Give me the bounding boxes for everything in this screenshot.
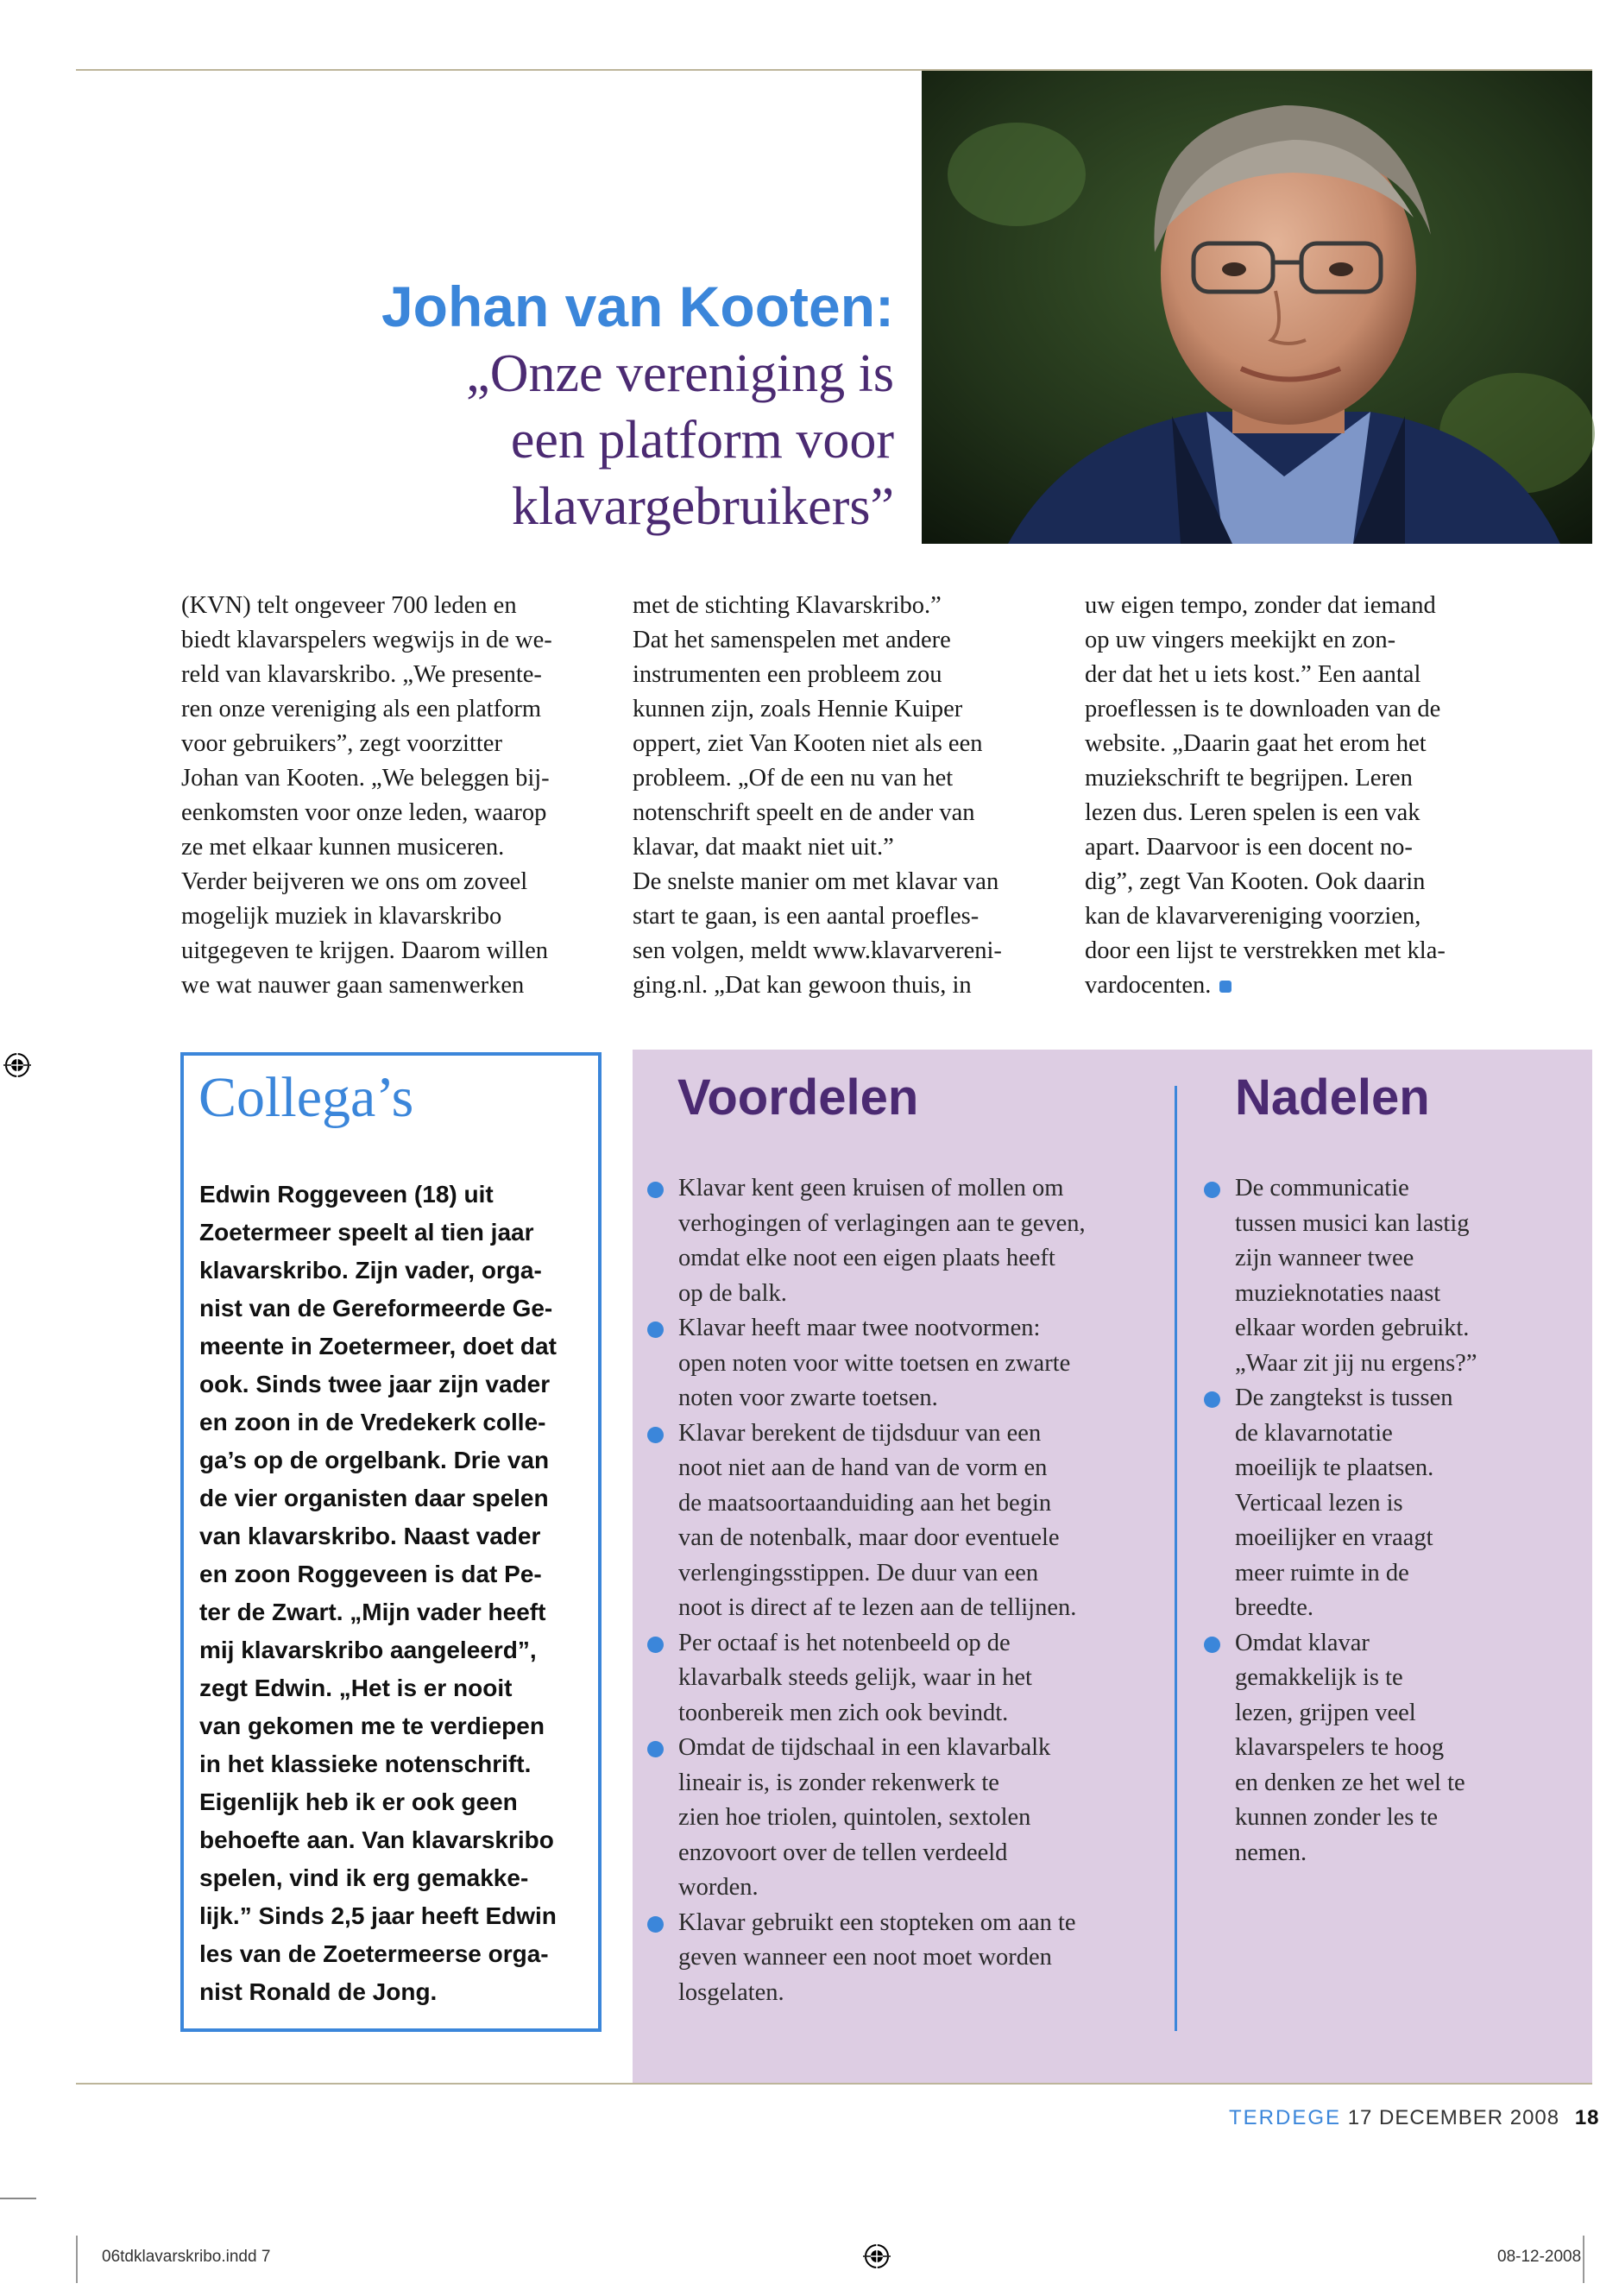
list-line: Omdat de tijdschaal in een klavarbalk (678, 1734, 1051, 1761)
list-line: zijn wanneer twee (1235, 1245, 1414, 1271)
collegas-text (199, 1176, 596, 2011)
bullet-icon (1204, 1182, 1220, 1198)
list-line: nemen. (1235, 1839, 1307, 1866)
list-line: tussen musici kan lastig (1235, 1209, 1470, 1237)
collegas-line: zegt Edwin. „Het is er nooit (199, 1675, 513, 1701)
collegas-line: ga’s op de orgelbank. Drie van (199, 1447, 550, 1473)
collegas-line: behoefte aan. Van klavarskribo (199, 1826, 554, 1853)
list-line: muzieknotaties naast (1235, 1279, 1441, 1307)
list-line: klavarspelers te hoog (1235, 1734, 1445, 1761)
list-line: zien hoe triolen, quintolen, sextolen (678, 1804, 1031, 1831)
bullet-icon (647, 1182, 664, 1198)
body-line: notenschrift speelt en de ander van (633, 799, 975, 826)
body-line: door een lijst te verstrekken met kla- (1085, 937, 1446, 964)
list-line: worden. (678, 1874, 759, 1901)
body-line: der dat het u iets kost.” Een aantal (1085, 661, 1421, 688)
collegas-line: van gekomen me te verdiepen (199, 1713, 545, 1739)
body-column-2 (633, 589, 1064, 1003)
body-line: muziekschrift te begrijpen. Leren (1085, 765, 1413, 792)
body-line: apart. Daarvoor is een docent no- (1085, 834, 1413, 861)
list-line: breedte. (1235, 1594, 1313, 1621)
page-footer (1229, 2106, 1600, 2130)
nadelen-title: Nadelen (1235, 1069, 1430, 1126)
body-line: op uw vingers meekijkt en zon- (1085, 627, 1396, 653)
collegas-line: lijk.” Sinds 2,5 jaar heeft Edwin (199, 1902, 557, 1929)
collegas-line: Edwin Roggeveen (18) uit (199, 1181, 494, 1208)
list-line: De zangtekst is tussen (1235, 1385, 1453, 1411)
list-line: Klavar gebruikt een stopteken om aan te (678, 1908, 1076, 1936)
portrait-photo (922, 71, 1592, 544)
body-line: Johan van Kooten. „We beleggen bij- (181, 765, 550, 792)
list-line: De communicatie (1235, 1175, 1409, 1202)
footer-date: 17 DECEMBER 2008 (1347, 2106, 1560, 2129)
body-line: De snelste manier om met klavar van (633, 868, 999, 895)
body-column-3 (1085, 589, 1551, 1003)
collegas-line: nist Ronald de Jong. (199, 1978, 438, 2005)
collegas-line: de vier organisten daar spelen (199, 1485, 549, 1511)
list-line: elkaar worden gebruikt. (1235, 1315, 1470, 1341)
collegas-line: Zoetermeer speelt al tien jaar (199, 1219, 534, 1246)
list-item (1235, 1171, 1580, 1381)
body-line-last (1085, 968, 1551, 1003)
list-line: Omdat klavar (1235, 1629, 1370, 1656)
registration-mark-icon (3, 1051, 31, 1079)
body-line: ging.nl. „Dat kan gewoon thuis, in (633, 972, 972, 999)
list-line: moeilijk te plaatsen. (1235, 1454, 1434, 1481)
collegas-line: meente in Zoetermeer, doet dat (199, 1333, 557, 1359)
list-line: moeilijker en vraagt (1235, 1524, 1433, 1551)
body-line: dig”, zegt Van Kooten. Ook daarin (1085, 868, 1426, 895)
title-quote-line: een platform voor (510, 411, 894, 470)
list-line: noot is direct af te lezen aan de tellijnen. (678, 1594, 1077, 1621)
collegas-line: ook. Sinds twee jaar zijn vader (199, 1371, 551, 1397)
list-item (678, 1626, 1162, 1731)
list-line: lezen, grijpen veel (1235, 1699, 1416, 1726)
footer-magazine: TERDEGE (1229, 2106, 1342, 2129)
crop-mark (76, 2236, 78, 2283)
list-line: en denken ze het wel te (1235, 1769, 1465, 1796)
bullet-icon (647, 1741, 664, 1757)
list-line: gemakkelijk is te (1235, 1664, 1403, 1691)
crop-mark (0, 2198, 36, 2199)
list-line: toonbereik men zich ook bevindt. (678, 1699, 1009, 1726)
list-item (678, 1311, 1162, 1416)
voordelen-list (678, 1171, 1162, 2010)
body-line: met de stichting Klavarskribo.” (633, 592, 942, 619)
list-line: lineair is, is zonder rekenwerk te (678, 1769, 999, 1796)
body-line: kan de klavarvereniging voorzien, (1085, 903, 1421, 930)
list-line: Klavar berekent de tijdsduur van een (678, 1419, 1042, 1447)
list-line: meer ruimte in de (1235, 1559, 1409, 1586)
body-line: eenkomsten voor onze leden, waarop (181, 799, 547, 826)
bullet-icon (647, 1427, 664, 1443)
list-item (1235, 1626, 1580, 1871)
page-number: 18 (1574, 2106, 1600, 2129)
body-line: Dat het samenspelen met andere (633, 627, 951, 653)
body-line: uw eigen tempo, zonder dat iemand (1085, 592, 1436, 619)
body-line: proeflessen is te downloaden van de (1085, 696, 1441, 722)
list-line: enzovoort over de tellen verdeeld (678, 1839, 1008, 1866)
list-line: verhogingen of verlagingen aan te geven, (678, 1209, 1086, 1237)
list-line: Klavar kent geen kruisen of mollen om (678, 1175, 1064, 1202)
article-title-name: Johan van Kooten: (381, 274, 894, 338)
registration-mark-icon (863, 2242, 891, 2270)
list-item (1235, 1381, 1580, 1626)
collegas-line: Eigenlijk heb ik er ook geen (199, 1788, 518, 1815)
list-line: klavarbalk steeds gelijk, waar in het (678, 1664, 1032, 1691)
list-line: geven wanneer een noot moet worden (678, 1944, 1052, 1971)
body-line: oppert, ziet Van Kooten niet als een (633, 730, 983, 757)
slug-filename: 06tdklavarskribo.indd 7 (102, 2248, 271, 2266)
body-line: mogelijk muziek in klavarskribo (181, 903, 502, 930)
collegas-line: in het klassieke notenschrift. (199, 1750, 532, 1777)
list-line: Verticaal lezen is (1235, 1489, 1403, 1517)
list-line: verlengingsstippen. De duur van een (678, 1559, 1039, 1586)
nadelen-list (1235, 1171, 1580, 1870)
body-column-1 (181, 589, 613, 1003)
list-line: op de balk. (678, 1279, 787, 1307)
body-line: klavar, dat maakt niet uit.” (633, 834, 894, 861)
list-line: omdat elke noot een eigen plaats heeft (678, 1245, 1055, 1271)
body-line: reld van klavarskribo. „We presente- (181, 661, 542, 688)
body-line: we wat nauwer gaan samenwerken (181, 972, 525, 999)
voordelen-title: Voordelen (677, 1069, 919, 1126)
list-item (678, 1171, 1162, 1311)
list-line: de maatsoortaanduiding aan het begin (678, 1489, 1052, 1517)
collegas-line: spelen, vind ik erg gemakke- (199, 1864, 529, 1891)
list-line: kunnen zonder les te (1235, 1804, 1439, 1831)
bullet-icon (647, 1916, 664, 1933)
body-line: uitgegeven te krijgen. Daarom willen (181, 937, 548, 964)
collegas-line: en zoon Roggeveen is dat Pe- (199, 1561, 542, 1587)
pros-cons-divider (1175, 1086, 1177, 2031)
article-title-quote (224, 341, 894, 540)
collegas-line: klavarskribo. Zijn vader, orga- (199, 1257, 542, 1284)
collegas-line: les van de Zoetermeerse orga- (199, 1940, 549, 1967)
list-line: Per octaaf is het notenbeeld op de (678, 1629, 1011, 1656)
title-quote-line: „Onze vereniging is (466, 344, 894, 403)
bullet-icon (1204, 1391, 1220, 1408)
collegas-line: mij klavarskribo aangeleerd”, (199, 1637, 537, 1663)
body-line: ren onze vereniging als een platform (181, 696, 542, 722)
body-line: Verder beijveren we ons om zoveel (181, 868, 528, 895)
list-line: Klavar heeft maar twee nootvormen: (678, 1315, 1041, 1341)
list-line: „Waar zit jij nu ergens?” (1235, 1349, 1477, 1377)
collegas-line: en zoon in de Vredekerk colle- (199, 1409, 546, 1435)
collegas-line: van klavarskribo. Naast vader (199, 1523, 541, 1549)
body-line: voor gebruikers”, zegt voorzitter (181, 730, 502, 757)
list-line: losgelaten. (678, 1978, 784, 2006)
body-line: start te gaan, is een aantal proefles- (633, 903, 980, 930)
collegas-line: ter de Zwart. „Mijn vader heeft (199, 1599, 546, 1625)
list-line: open noten voor witte toetsen en zwarte (678, 1349, 1071, 1377)
bullet-icon (1204, 1637, 1220, 1653)
bullet-icon (647, 1637, 664, 1653)
list-line: noten voor zwarte toetsen. (678, 1385, 938, 1411)
body-line-text: vardocenten. (1085, 972, 1212, 999)
body-line: (KVN) telt ongeveer 700 leden en (181, 592, 517, 619)
bullet-icon (647, 1321, 664, 1338)
title-quote-line: klavargebruikers” (512, 477, 894, 536)
list-line: van de notenbalk, maar door eventuele (678, 1524, 1060, 1551)
crop-mark (1583, 2236, 1584, 2283)
list-line: noot niet aan de hand van de vorm en (678, 1454, 1048, 1481)
list-item (678, 1416, 1162, 1626)
slug-date: 08-12-2008 (1497, 2248, 1582, 2266)
body-line: probleem. „Of de een nu van het (633, 765, 954, 792)
body-line: sen volgen, meldt www.klavarvereni- (633, 937, 1002, 964)
body-line: instrumenten een probleem zou (633, 661, 942, 688)
list-item (678, 1731, 1162, 1906)
list-item (678, 1906, 1162, 2011)
body-line: lezen dus. Leren spelen is een vak (1085, 799, 1420, 826)
body-line: biedt klavarspelers wegwijs in de we- (181, 627, 552, 653)
body-line: website. „Daarin gaat het erom het (1085, 730, 1427, 757)
body-line: ze met elkaar kunnen musiceren. (181, 834, 505, 861)
bottom-rule (76, 2083, 1592, 2085)
end-square-icon (1219, 981, 1231, 993)
collegas-line: nist van de Gereformeerde Ge- (199, 1295, 553, 1321)
collegas-title: Collega’s (198, 1066, 414, 1129)
body-line: kunnen zijn, zoals Hennie Kuiper (633, 696, 963, 722)
list-line: de klavarnotatie (1235, 1419, 1393, 1447)
